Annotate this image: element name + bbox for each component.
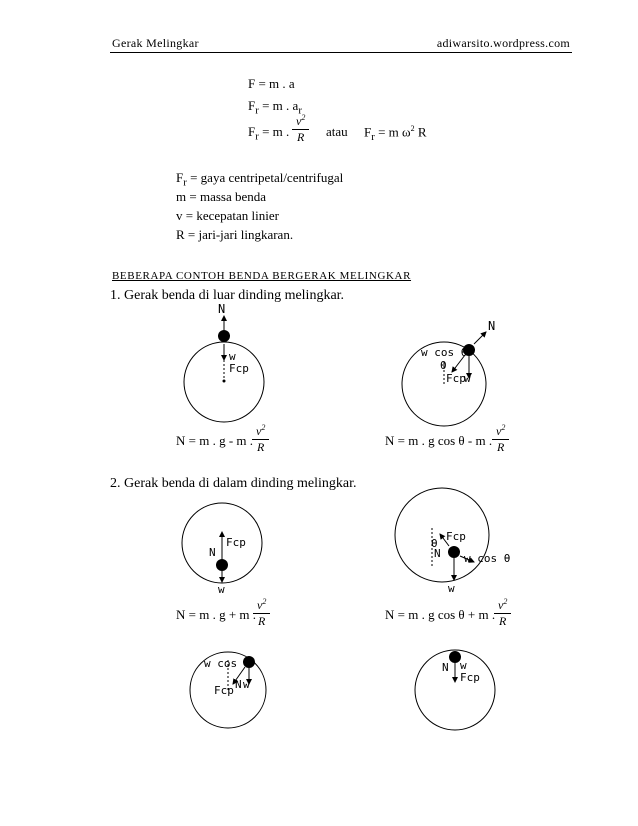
label-wcos: w cos θ [204,657,251,670]
label-fcp: Fcp [226,536,246,549]
label-n: N [235,678,242,691]
diagram-inside-top [415,650,495,730]
fraction-v2-r: $\frac{v^2}{R}$ [253,597,270,629]
diagram-inside-upper-angled [190,652,266,728]
label-theta: θ [431,537,438,550]
center-dot [223,380,226,383]
object-ball [448,546,460,558]
label-n: N [209,546,216,559]
definition-r: R = jari-jari lingkaran. [176,227,294,242]
label-wcos: w cos θ [464,552,511,565]
formula-newton: F = m . a [248,76,295,91]
label-fcp: Fcp [214,684,234,697]
label-fcp: Fcp [446,530,466,543]
equation-inside-bottom: N = m . g + m . [176,607,257,622]
item-1-heading: 1. Gerak benda di luar dinding melingkar. [110,288,345,303]
header-url: adiwarsito.wordpress.com [436,36,570,50]
definition-fr: $F_r$ = gaya centripetal/centrifugal [176,170,344,189]
equation-outside-top: N = m . g - m . [176,433,254,448]
fraction-v2-r: $\frac{v^2}{R}$ [292,113,309,145]
label-w: w [218,583,225,596]
normal-arrow [474,332,486,344]
label-fcp: Fcp [460,671,480,684]
label-n: N [488,319,496,333]
fraction-v2-r: $\frac{v^2}{R}$ [252,423,269,455]
label-n: N [434,547,441,560]
equation-inside-angled: N = m . g cos θ + m . [385,607,496,622]
label-w: w [448,582,455,595]
label-n: N [218,302,226,316]
diagram-inside-bottom [182,503,262,596]
diagram-outside-angled [402,319,495,426]
object-ball [218,330,230,342]
object-ball [216,559,228,571]
label-wcos: w cos θ [421,346,468,359]
header-title: Gerak Melingkar [112,36,199,50]
label-theta: θ [440,359,447,372]
label-w: w [464,372,471,385]
formula-radial: $F_r = m$ . $a_r$ [248,98,302,117]
label-w: w [460,659,467,672]
formula-omega: $F_r = m$ $\omega^2$ R [364,124,427,143]
section-title: BEBERAPA CONTOH BENDA BERGERAK MELINGKAR [112,270,412,282]
formula-centripetal: $F_r = m$ . [248,124,290,143]
fraction-v2-r: $\frac{v^2}{R}$ [492,423,509,455]
formula-atau: atau [326,124,348,139]
label-n: N [442,661,449,674]
label-fcp: Fcp [446,372,466,385]
diagram-outside-top [184,302,264,422]
item-2-heading: 2. Gerak benda di dalam dinding melingkar. [110,476,357,491]
equation-outside-angled: N = m . g cos θ - m . [385,433,493,448]
diagram-inside-angled [395,488,510,595]
circle-path [395,488,489,582]
label-fcp: Fcp [229,362,249,375]
definition-v: v = kecepatan linier [176,208,279,223]
label-w: w [243,678,250,691]
fraction-v2-r: $\frac{v^2}{R}$ [494,597,511,629]
label-w: w [229,350,236,363]
definition-m: m = massa benda [176,189,267,204]
